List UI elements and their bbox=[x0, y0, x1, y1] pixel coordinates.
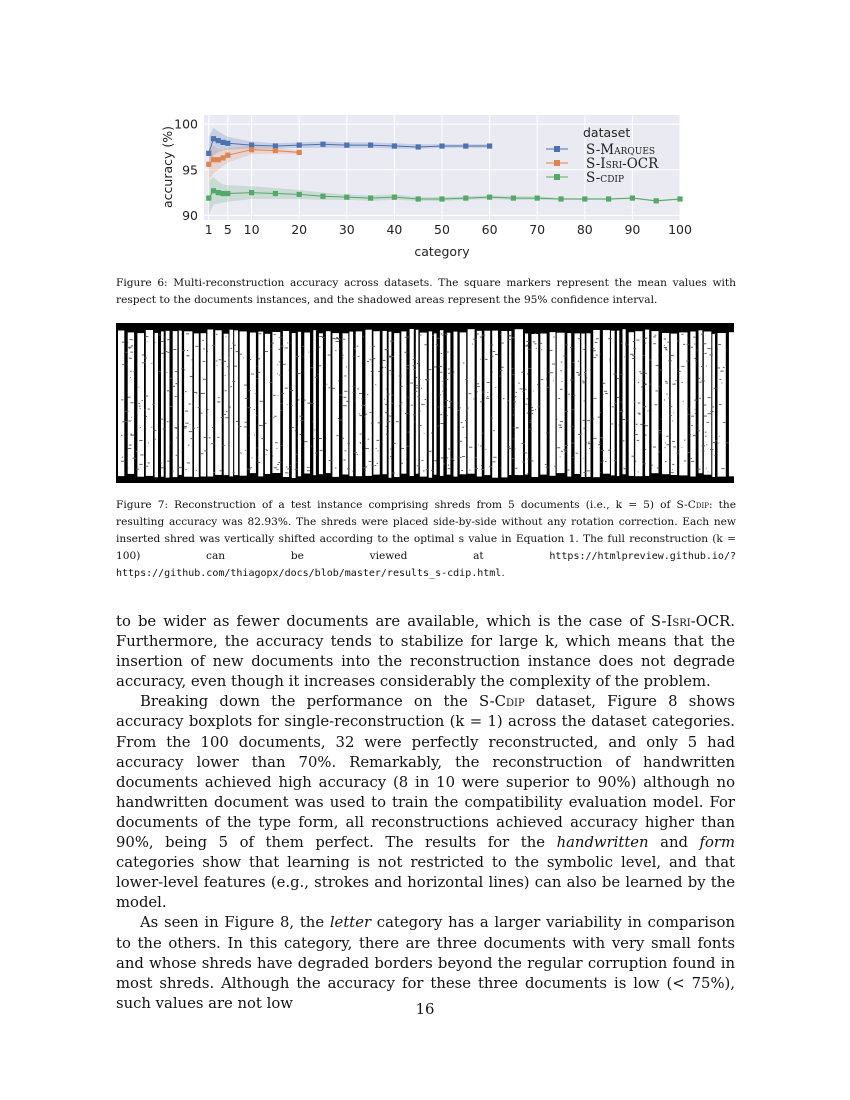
data-point-s-cdip bbox=[392, 195, 397, 200]
data-point-s-cdip bbox=[582, 196, 587, 201]
figure-7-reconstruction-image bbox=[116, 323, 734, 483]
text-run: As seen in Figure 8, the bbox=[140, 914, 330, 932]
text-run: dataset, Figure 8 shows accuracy boxplots for single-reconstruction (k = 1) across the dataset categories. From the 100 documents, 32 were perfectly reconstructed, and only 5 had accuracy lower than 70%. Remarkably, the reconstruction of handwritten documents achieved high accuracy (8 in 10 were superior to 90%) although no handwritten document was used to train the compatibility evaluation model. For documents of the type form, all reconstructions achieved accuracy higher than 90%, being 5 of them perfect. The results for the bbox=[116, 693, 735, 852]
data-point-s-marques bbox=[416, 144, 421, 149]
data-point-s-marques bbox=[392, 143, 397, 148]
data-point-s-cdip bbox=[535, 195, 540, 200]
data-point-s-isri-ocr bbox=[297, 150, 302, 155]
data-point-s-marques bbox=[206, 151, 211, 156]
data-point-s-cdip bbox=[677, 196, 682, 201]
data-point-s-marques bbox=[368, 143, 373, 148]
legend-label: S-Marques bbox=[586, 142, 656, 158]
data-point-s-cdip bbox=[273, 191, 278, 196]
data-point-s-marques bbox=[211, 136, 216, 141]
text-run: category has a larger variability in comparison to the others. In this category, there are three documents with very small fonts and whose shreds have degraded borders beyond the regular corruption found in most shreds. Although the accuracy for these three documents is low (< 75%), such values are not low bbox=[116, 914, 735, 1012]
caption-text: : the resulting accuracy was 82.93%. The shreds were placed side-by-side without any rotation correction. Each new inserted shred was vertically shifted according to the optimal s value in Equation 1. The full reconstruction (k = 100) can be viewed at bbox=[116, 499, 736, 562]
x-tick-label: 5 bbox=[223, 222, 232, 237]
data-point-s-marques bbox=[344, 143, 349, 148]
data-point-s-cdip bbox=[320, 194, 325, 199]
data-point-s-isri-ocr bbox=[206, 162, 211, 167]
data-point-s-cdip bbox=[439, 196, 444, 201]
caption-url-link[interactable]: https://htmlpreview.github.io/?https://github.com/thiagopx/docs/blob/master/results_s-cdip.html bbox=[116, 551, 736, 579]
data-point-s-marques bbox=[487, 143, 492, 148]
y-tick-label: 100 bbox=[174, 116, 198, 132]
emphasis: form bbox=[699, 834, 735, 852]
data-point-s-cdip bbox=[344, 195, 349, 200]
x-tick-label: 80 bbox=[576, 222, 593, 237]
data-point-s-isri-ocr bbox=[273, 148, 278, 153]
x-tick-label: 10 bbox=[243, 222, 260, 237]
legend-marker bbox=[554, 174, 560, 180]
data-point-s-cdip bbox=[463, 195, 468, 200]
data-point-s-cdip bbox=[297, 192, 302, 197]
legend-label: S-cdip bbox=[586, 170, 625, 186]
y-axis-label: accuracy (%) bbox=[160, 125, 175, 209]
data-point-s-cdip bbox=[216, 190, 221, 195]
data-point-s-cdip bbox=[220, 191, 225, 196]
data-point-s-cdip bbox=[558, 196, 563, 201]
figure-6-chart bbox=[150, 105, 710, 265]
data-point-s-marques bbox=[273, 143, 278, 148]
figure-7-caption bbox=[116, 497, 736, 582]
data-point-s-cdip bbox=[416, 196, 421, 201]
x-tick-label: 40 bbox=[386, 222, 403, 237]
data-point-s-marques bbox=[297, 143, 302, 148]
emphasis: handwritten bbox=[556, 834, 649, 852]
data-point-s-isri-ocr bbox=[225, 153, 230, 158]
data-point-s-isri-ocr bbox=[249, 147, 254, 152]
shred-strips bbox=[118, 329, 734, 478]
y-tick-label: 95 bbox=[182, 162, 198, 178]
paragraph bbox=[116, 913, 735, 1013]
text-run: and bbox=[648, 834, 700, 852]
data-point-s-isri-ocr bbox=[211, 157, 216, 162]
dataset-name: Cdip bbox=[494, 693, 525, 711]
body-text bbox=[116, 612, 735, 1014]
x-tick-label: 70 bbox=[529, 222, 546, 237]
x-tick-label: 30 bbox=[338, 222, 355, 237]
caption-text: . bbox=[501, 567, 505, 579]
data-point-s-cdip bbox=[225, 191, 230, 196]
paragraph bbox=[116, 612, 735, 692]
legend-label: S-Isri-OCR bbox=[586, 156, 659, 172]
data-point-s-marques bbox=[249, 143, 254, 148]
x-axis-label: category bbox=[414, 244, 470, 259]
figure-6-caption: Figure 6: Multi-reconstruction accuracy across datasets. The square markers represent the mean values with respect to the documents instances, and the shadowed areas represent the 95% confidence interval. bbox=[116, 277, 736, 306]
x-tick-label: 90 bbox=[624, 222, 641, 237]
data-point-s-marques bbox=[216, 138, 221, 143]
data-point-s-cdip bbox=[368, 195, 373, 200]
paragraph bbox=[116, 692, 735, 913]
data-point-s-cdip bbox=[211, 188, 216, 193]
x-tick-label: 50 bbox=[434, 222, 450, 237]
x-tick-label: 60 bbox=[481, 222, 498, 237]
text-run: Breaking down the performance on the S- bbox=[140, 693, 495, 711]
data-point-s-cdip bbox=[511, 195, 516, 200]
caption-text: Figure 7: Reconstruction of a test instance comprising shreds from 5 documents (i.e., k = 5) of S- bbox=[116, 499, 688, 511]
page-number: 16 bbox=[415, 1001, 435, 1018]
x-tick-label: 100 bbox=[668, 222, 692, 237]
data-point-s-marques bbox=[463, 143, 468, 148]
x-tick-label: 20 bbox=[291, 222, 308, 237]
y-tick-label: 90 bbox=[182, 207, 198, 223]
x-tick-label: 1 bbox=[204, 222, 213, 237]
data-point-s-cdip bbox=[630, 195, 635, 200]
data-point-s-cdip bbox=[249, 190, 254, 195]
text-run: to be wider as fewer documents are available, which is the case of S- bbox=[116, 613, 667, 630]
data-point-s-isri-ocr bbox=[216, 157, 221, 162]
legend-title: dataset bbox=[583, 125, 631, 140]
data-point-s-cdip bbox=[606, 196, 611, 201]
data-point-s-cdip bbox=[487, 195, 492, 200]
data-point-s-cdip bbox=[206, 195, 211, 200]
data-point-s-cdip bbox=[654, 198, 659, 203]
data-point-s-marques bbox=[225, 141, 230, 146]
text-run: -OCR. Furthermore, the accuracy tends to stabilize for large k, which means that the insertion of new documents into the reconstruction instance does not degrade accuracy, even though it increases considerably the complexity of the problem. bbox=[116, 613, 735, 691]
legend-marker bbox=[554, 146, 560, 152]
data-point-s-marques bbox=[220, 140, 225, 145]
legend-marker bbox=[554, 160, 560, 166]
data-point-s-isri-ocr bbox=[220, 155, 225, 160]
emphasis: letter bbox=[329, 914, 372, 932]
caption-dataset-name: Cdip bbox=[687, 499, 709, 511]
text-run: categories show that learning is not restricted to the symbolic level, and that lower-level features (e.g., strokes and horizontal lines) can also be learned by the model. bbox=[116, 854, 735, 912]
dataset-name: Isri bbox=[666, 613, 691, 630]
data-point-s-marques bbox=[439, 143, 444, 148]
data-point-s-marques bbox=[320, 142, 325, 147]
